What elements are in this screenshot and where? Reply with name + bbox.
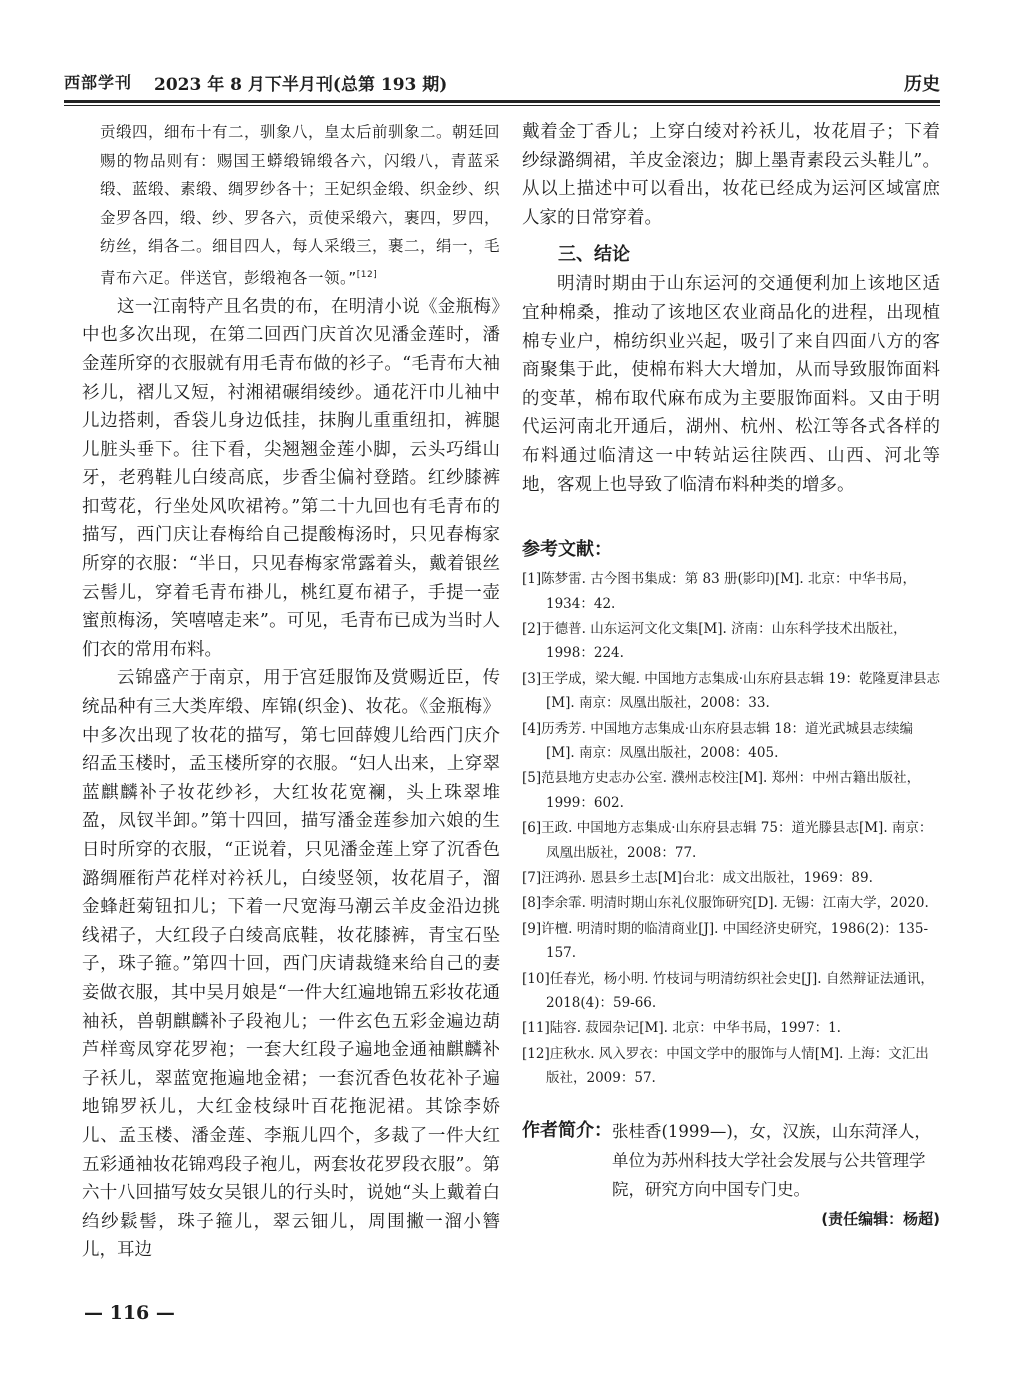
running-header <box>64 70 940 100</box>
journal-name: 西部学刊 <box>64 73 133 92</box>
issue-info: 2023 年 8 月下半月刊(总第 193 期) <box>154 75 448 95</box>
reference-item: [11]陆容. 菽园杂记[M]. 北京：中华书局，1997：1. <box>522 1020 841 1037</box>
left-column <box>82 118 500 1265</box>
conclusion-paragraph: 明清时期由于山东运河的交通便利加上该地区适宜种棉桑，推动了该地区农业商品化的进程，出现植棉专业户，棉纺织业兴起，吸引了来自四面八方的客商聚集于此，使棉布料大大增加，从而导致服饰面料的变革，棉布取代麻布成为主要服饰面料。又由于明代运河南北开通后，湖州、杭州、松江等各式各样的布料通过临清这一中转站运往陕西、山西、河北等地，客观上也导致了临清布料种类的增多。 <box>522 274 940 495</box>
author-text: 张桂香(1999—)，女，汉族，山东菏泽人，单位为苏州科技大学社会发展与公共管理学院，研究方向中国专门史。 <box>612 1121 931 1199</box>
reference-item: [6]王政. 中国地方志集成·山东府县志辑 75：道光滕县志[M]. 南京：凤凰出版社，2008：77. <box>522 820 933 861</box>
quote-text: 贡缎四，细布十有二，驯象八，皇太后前驯象二。朝廷回赐的物品则有：赐国王蟒缎锦缎各六，闪缎八，青蓝采缎、蓝缎、素缎、绸罗纱各十；王妃织金缎、织金纱、织金罗各四，缎、纱、罗各六，贡使采缎六，裹四，罗四，纺丝，绢各二。细目四人，每人采缎三，裹二，绢一，毛青布六疋。伴送官，彭缎袍各一领。” <box>100 123 501 288</box>
references-title: 参考文献： <box>522 539 612 561</box>
author-label: 作者简介： <box>522 1119 612 1141</box>
reference-item: [1]陈梦雷. 古今图书集成：第 83 册(影印)[M]. 北京：中华书局，1934：42. <box>522 571 916 612</box>
reference-item: [5]范县地方史志办公室. 濮州志校注[M]. 郑州：中州古籍出版社，1999：602. <box>522 770 921 811</box>
reference-item: [8]李余霏. 明清时期山东礼仪服饰研究[D]. 无锡：江南大学，2020. <box>522 895 929 912</box>
reference-item: [4]历秀芳. 中国地方志集成·山东府县志辑 18：道光武城县志续编[M]. 南京：凤凰出版社，2008：405. <box>522 720 913 761</box>
reference-item: [9]许檀. 明清时期的临清商业[J]. 中国经济史研究，1986(2)：135-157. <box>522 920 929 962</box>
citation-ref: [12] <box>356 269 378 280</box>
block-quote <box>82 118 500 293</box>
right-column <box>522 118 940 1229</box>
header-rule-thin <box>64 105 940 106</box>
page-number: — 116 — <box>84 1302 175 1324</box>
body-paragraph: 这一江南特产且名贵的布，在明清小说《金瓶梅》中也多次出现，在第二回西门庆首次见潘金莲时，潘金莲所穿的衣服就有用毛青布做的衫子。“毛青布大袖衫儿，褶儿又短，衬湘裙碾绢绫纱。通花汗巾儿袖中儿边搭刺，香袋儿身边低挂，抹胸儿重重纽扣，裤腿儿脏头垂下。往下看，尖翘翘金莲小脚，云头巧缉山牙，老鸦鞋儿白绫高底，步香尘偏衬登踏。红纱膝裤扣莺花，行坐处风吹裙袴。”第二十九回也有毛青布的描写，西门庆让春梅给自己提酸梅汤时，只见春梅家所穿的衣服：“半日，只见春梅家常露着头，戴着银丝云髻儿，穿着毛青布褂儿，桃红夏布裙子，手提一壶蜜煎梅汤，笑嘻嘻走来”。可见，毛青布已成为当时人们衣的常用布料。 <box>82 296 500 660</box>
body-paragraph-continued: 戴着金丁香儿；上穿白绫对衿袄儿，妆花眉子；下着纱绿潞绸裙，羊皮金滚边；脚上墨青素段云头鞋儿”。从以上描述中可以看出，妆花已经成为运河区域富庶人家的日常穿着。 <box>522 122 940 228</box>
header-rule <box>64 100 940 103</box>
reference-item: [3]王学成，梁大鲲. 中国地方志集成·山东府县志辑 19：乾隆夏津县志[M]. 南京：凤凰出版社，2008：33. <box>522 670 940 712</box>
reference-item: [2]于德普. 山东运河文化文集[M]. 济南：山东科学技术出版社，1998：224. <box>522 620 907 662</box>
editor-credit: (责任编辑：杨超) <box>821 1209 940 1228</box>
reference-item: [12]庄秋水. 风入罗衣：中国文学中的服饰与人情[M]. 上海：文汇出版社，2009：57. <box>522 1045 929 1087</box>
reference-item: [7]汪鸿孙. 恩县乡土志[M]台北：成文出版社，1969：89. <box>522 870 873 886</box>
section-heading: 三、结论 <box>558 244 630 266</box>
author-bio <box>522 1117 940 1204</box>
reference-item: [10]任春光，杨小明. 竹枝词与明清纺织社会史[J]. 自然辩证法通讯，2018(4)：59-66. <box>522 970 934 1012</box>
body-paragraph: 云锦盛产于南京，用于宫廷服饰及赏赐近臣，传统品种有三大类库缎、库锦(织金)、妆花。《金瓶梅》中多次出现了妆花的描写，第七回薛嫂儿给西门庆介绍孟玉楼时，孟玉楼所穿的衣服。“妇人出来，上穿翠蓝麒麟补子妆花纱衫，大红妆花宽襕，头上珠翠堆盈，凤钗半卸。”第十四回，描写潘金莲参加六娘的生日时所穿的衣服，“正说着，只见潘金莲上穿了沉香色潞绸雁衔芦花样对衿袄儿，白绫竖领，妆花眉子，溜金蜂赶菊钮扣儿；下着一尺宽海马潮云羊皮金沿边挑线裙子，大红段子白绫高底鞋，妆花膝裤，青宝石坠子，珠子箍。”第四十回，西门庆请裁缝来给自己的妻妾做衣服，其中吴月娘是“一件大红遍地锦五彩妆花通袖袄，兽朝麒麟补子段袍儿；一件玄色五彩金遍边葫芦样鸾凤穿花罗袍；一套大红段子遍地金通袖麒麟补子袄儿，翠蓝宽拖遍地金裙；一套沉香色妆花补子遍地锦罗袄儿，大红金枝绿叶百花拖泥裙。其馀李娇儿、孟玉楼、潘金莲、李瓶儿四个，多裁了一件大红五彩通袖妆花锦鸡段子袍儿，两套妆花罗段衣服”。第六十八回描写妓女吴银儿的行头时，说她“头上戴着白绉纱鬏髻，珠子箍儿，翠云钿儿，周围撇一溜小簪儿，耳边 <box>82 668 500 1261</box>
section-label: 历史 <box>904 74 940 95</box>
reference-list <box>522 567 940 1091</box>
